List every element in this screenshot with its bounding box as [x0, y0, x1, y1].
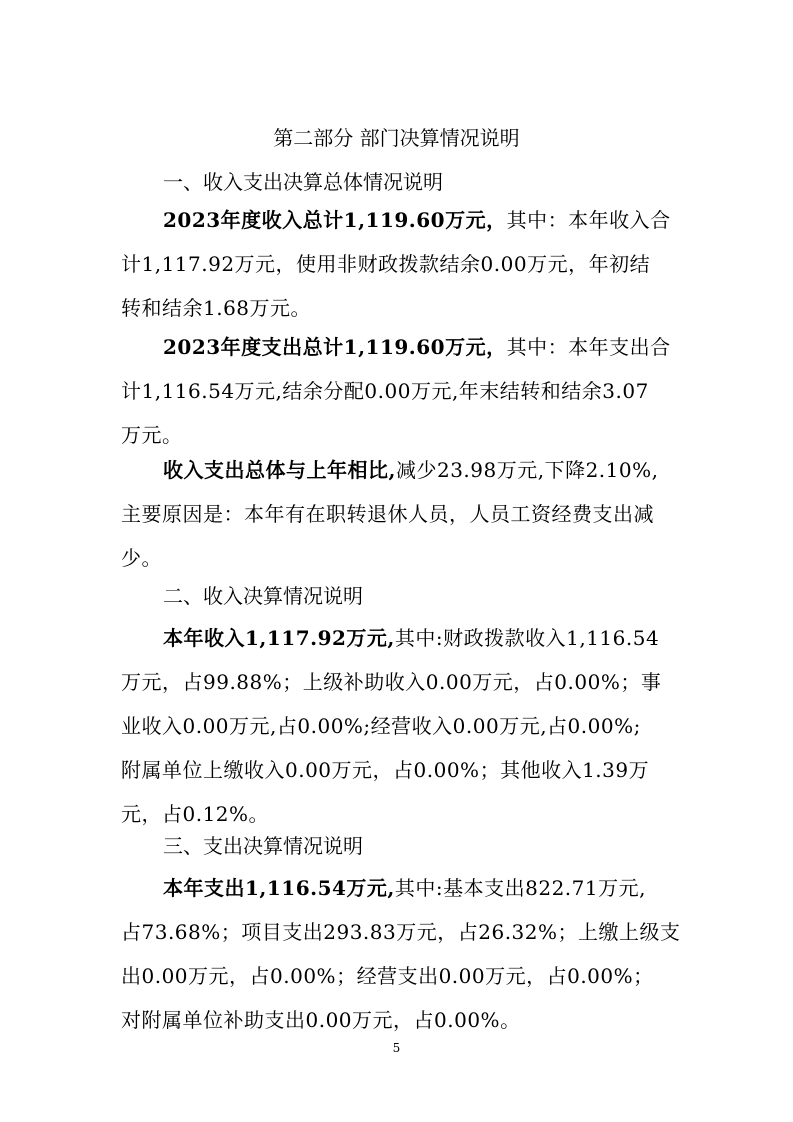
paragraph-line: 业收入0.00万元,占0.00%;经营收入0.00万元,占0.00%;	[121, 714, 641, 738]
line-text: 其中：本年收入合	[506, 208, 671, 232]
paragraph-line: 附属单位上缴收入0.00万元，占0.00%；其他收入1.39万	[121, 758, 650, 782]
page-title: 第二部分 部门决算情况说明	[273, 126, 520, 150]
paragraph-line	[121, 448, 675, 492]
paragraph-line: 计1,117.92万元，使用非财政拨款结余0.00万元，年初结	[121, 252, 651, 276]
bold-lead: 本年收入1,117.92万元,	[163, 626, 395, 650]
section-3-heading: 三、支出决算情况说明	[163, 834, 363, 858]
paragraph-line: 占73.68%；项目支出293.83万元，占26.32%；上缴上级支	[121, 920, 681, 944]
paragraph-line	[121, 616, 675, 660]
paragraph-line: 转和结余1.68万元。	[121, 296, 312, 320]
line-text: 其中：本年支出合	[506, 335, 671, 359]
paragraph-line	[121, 325, 675, 369]
section-1-paragraph-income-total	[121, 198, 675, 330]
line-text: 其中:基本支出822.71万元,	[394, 876, 646, 900]
section-2-heading: 二、收入决算情况说明	[163, 584, 363, 608]
paragraph-line: 万元。	[121, 423, 183, 447]
section-3-paragraph-expense	[121, 866, 681, 1042]
section-1-paragraph-comparison	[121, 448, 675, 580]
line-text: 减少23.98万元,下降2.10%,	[395, 458, 659, 482]
bold-lead: 2023年度收入总计1,119.60万元，	[163, 208, 507, 232]
line-text: 其中:财政拨款收入1,116.54	[394, 626, 660, 650]
paragraph-line: 出0.00万元，占0.00%；经营支出0.00万元，占0.00%；	[121, 964, 654, 988]
section-1-paragraph-expense-total	[121, 325, 675, 457]
paragraph-line: 万元，占99.88%；上级补助收入0.00万元，占0.00%；事	[121, 670, 662, 694]
page-number: 5	[392, 1041, 401, 1055]
paragraph-line: 计1,116.54万元,结余分配0.00万元,年末结转和结余3.07	[121, 379, 649, 403]
paragraph-line: 少。	[121, 546, 162, 570]
paragraph-line	[121, 198, 675, 242]
bold-lead: 收入支出总体与上年相比,	[163, 458, 396, 482]
bold-lead: 2023年度支出总计1,119.60万元，	[163, 335, 507, 359]
paragraph-line: 主要原因是：本年有在职转退休人员，人员工资经费支出减	[121, 502, 654, 526]
paragraph-line	[121, 866, 675, 910]
paragraph-line: 对附属单位补助支出0.00万元，占0.00%。	[121, 1008, 521, 1032]
section-2-paragraph-income	[121, 616, 675, 836]
section-1-heading: 一、收入支出决算总体情况说明	[163, 170, 443, 194]
bold-lead: 本年支出1,116.54万元,	[163, 876, 395, 900]
paragraph-line: 元，占0.12%。	[121, 802, 270, 826]
